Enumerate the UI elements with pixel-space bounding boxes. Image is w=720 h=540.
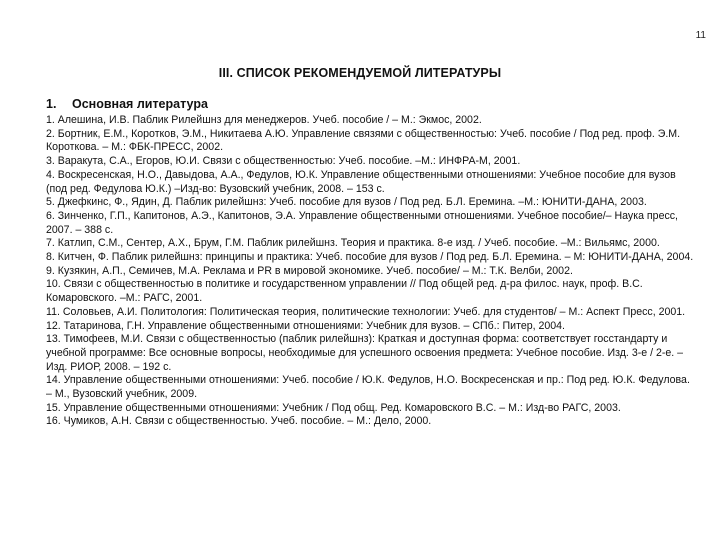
reference-item: 11. Соловьев, А.И. Политология: Политическая теория, политические технологии: Учеб. для студентов/ – М.: Аспект Пресс, 2001. <box>46 305 686 318</box>
reference-item: 2. Бортник, Е.М., Коротков, Э.М., Никитаева А.Ю. Управление связями с общественностью: Учеб. пособие / Под ред. проф. Э.М. Короткова. – М.: ФБК-ПРЕСС, 2002. <box>46 127 681 154</box>
reference-list <box>46 114 694 429</box>
reference-item: 15. Управление общественными отношениями: Учебник / Под общ. Ред. Комаровского В.С. – М.: Изд-во РАГС, 2003. <box>46 401 621 414</box>
reference-item: 14. Управление общественными отношениями: Учеб. пособие / Ю.К. Федулов, Н.О. Воскресенская и пр.: Под ред. Ю.К. Федулова. – М., Вузовский учебник, 2009. <box>46 374 690 401</box>
reference-item: 4. Воскресенская, Н.О., Давыдова, А.А., Федулов, Ю.К. Управление общественными отношениями: Учебное пособие для вузов (под ред. Федулова Ю.К.) –Изд-во: Вузовский учебник, 2008. – 153 с. <box>46 168 676 195</box>
reference-item: 9. Кузякин, А.П., Семичев, М.А. Реклама и PR в мировой экономике. Учеб. пособие/ – М.: Т.К. Велби, 2002. <box>46 264 573 277</box>
reference-item: 7. Катлип, С.М., Сентер, А.Х., Брум, Г.М. Паблик рилейшнз. Теория и практика. 8-е изд. / Учеб. пособие. –М.: Вильямс, 2000. <box>46 237 660 250</box>
section-number: 1. <box>46 97 57 111</box>
reference-item: 10. Связи с общественностью в политике и государственном управлении // Под общей ред. д-ра филос. наук, проф. В.С. Комаровского. –М.: РАГС, 2001. <box>46 278 643 305</box>
reference-item: 6. Зинченко, Г.П., Капитонов, А.Э., Капитонов, Э.А. Управление общественными отношениями. Учебное пособие/– Наука пресс, 2007. – 388 с. <box>46 209 678 236</box>
section-heading <box>46 97 208 111</box>
reference-item: 1. Алешина, И.В. Паблик Рилейшнз для менеджеров. Учеб. пособие / – М.: Экмос, 2002. <box>46 114 482 126</box>
reference-item: 13. Тимофеев, М.И. Связи с общественностью (паблик рилейшнз): Краткая и доступная форма: соответствует госстандарту и учебной программе: Все основные вопросы, необходимые для успешного освоения предмета: Учебное пособие. Изд. 3-е / 2-е. –Изд. РИОР, 2008. – 192 с. <box>46 333 684 373</box>
reference-item: 3. Варакута, С.А., Егоров, Ю.И. Связи с общественностью: Учеб. пособие. –М.: ИНФРА-М, 2001. <box>46 155 521 168</box>
reference-item: 16. Чумиков, А.Н. Связи с общественностью. Учеб. пособие. – М.: Дело, 2000. <box>46 415 432 428</box>
section-label: Основная литература <box>72 97 208 111</box>
page-number: 11 <box>695 30 706 41</box>
page-title: III. СПИСОК РЕКОМЕНДУЕМОЙ ЛИТЕРАТУРЫ <box>218 66 502 80</box>
reference-item: 5. Джефкинс, Ф., Ядин, Д. Паблик рилейшнз: Учеб. пособие для вузов / Под ред. Б.Л. Еремина. –М.: ЮНИТИ-ДАНА, 2003. <box>46 196 647 209</box>
reference-item: 12. Татаринова, Г.Н. Управление общественными отношениями: Учебник для вузов. – СПб.: Питер, 2004. <box>46 319 565 332</box>
reference-item: 8. Китчен, Ф. Паблик рилейшнз: принципы и практика: Учеб. пособие для вузов / Под ред. Б.Л. Еремина. – М: ЮНИТИ-ДАНА, 2004. <box>46 251 694 264</box>
